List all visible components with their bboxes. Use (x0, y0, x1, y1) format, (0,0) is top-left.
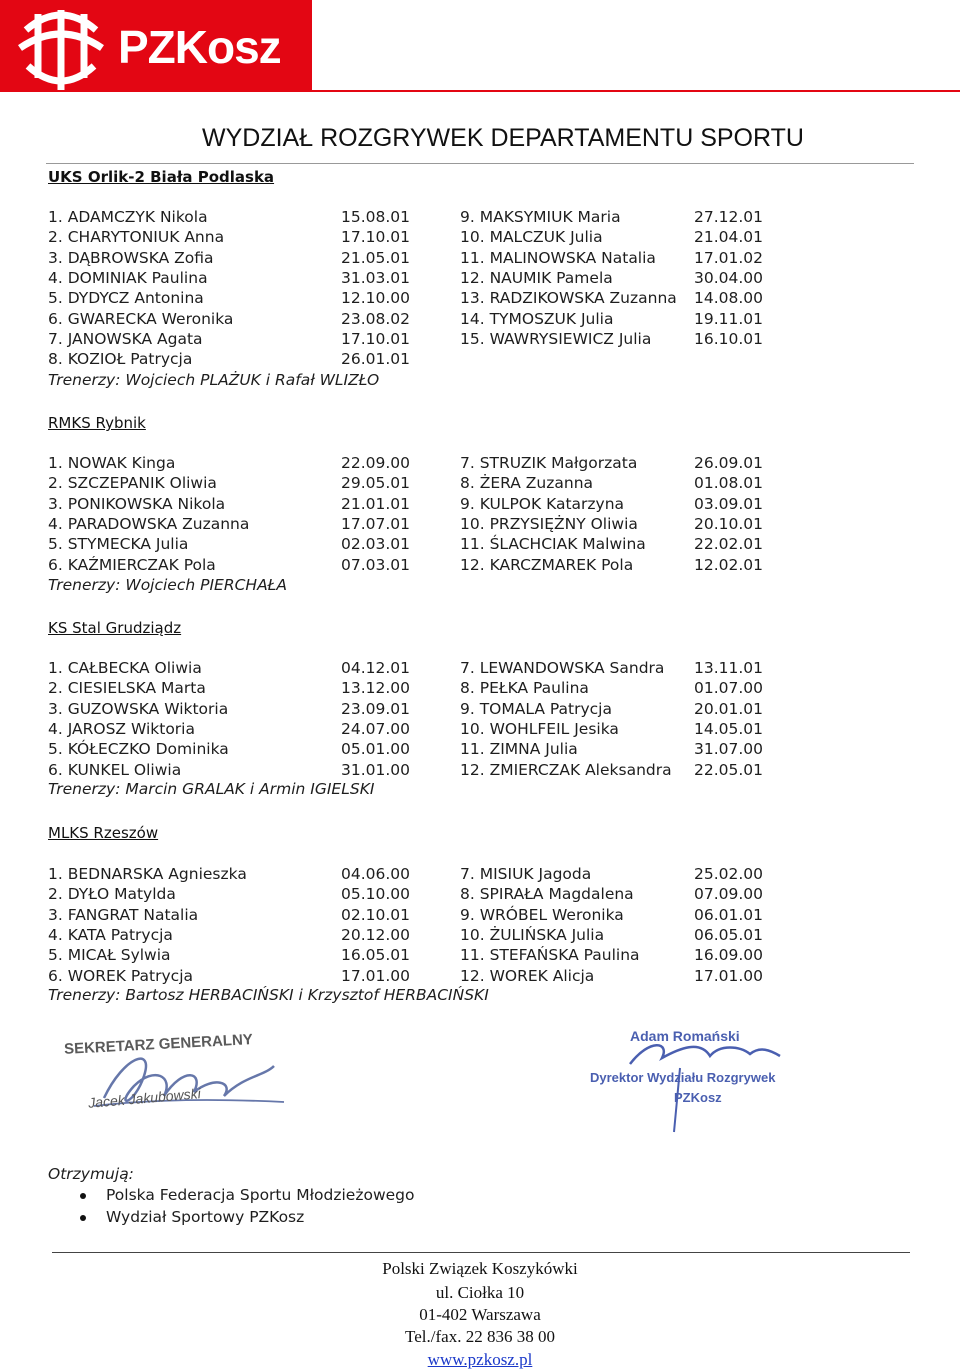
player-name: 9. TOMALA Patrycja (460, 699, 612, 718)
player-name: 7. STRUZIK Małgorzata (460, 454, 638, 472)
player-name: 4. DOMINIAK Paulina (48, 268, 208, 287)
player-name: 9. MAKSYMIUK Maria (460, 208, 621, 226)
player-name: 2. SZCZEPANIK Oliwia (48, 474, 217, 493)
player-name: 8. ŻERA Zuzanna (460, 474, 594, 493)
stamp-right-org: PZKosz (674, 1090, 722, 1105)
player-birthdate: 05.01.00 (341, 740, 411, 759)
player-birthdate: 20.10.01 (694, 514, 764, 533)
player-name: 9. WRÓBEL Weronika (460, 905, 624, 924)
player-name: 11. ZIMNA Julia (460, 740, 578, 759)
player-birthdate: 17.01.02 (694, 248, 764, 267)
player-birthdate: 21.04.01 (694, 228, 764, 247)
player-birthdate: 26.09.01 (694, 454, 764, 472)
player-name: 14. TYMOSZUK Julia (460, 309, 614, 328)
player-birthdate: 05.10.00 (341, 885, 411, 904)
footer-city: 01-402 Warszawa (419, 1305, 541, 1324)
basketball-logo-icon (6, 0, 116, 92)
footer-phone: Tel./fax. 22 836 38 00 (405, 1327, 555, 1346)
player-birthdate: 17.07.01 (341, 514, 411, 533)
coaches-line: Trenerzy: Wojciech PIERCHAŁA (48, 576, 287, 594)
bullet-icon (80, 1193, 86, 1199)
header-divider (46, 163, 914, 164)
player-name: 6. GWARECKA Weronika (48, 309, 234, 328)
player-birthdate: 23.09.01 (341, 699, 411, 718)
player-name: 11. ŚLACHCIAK Malwina (460, 535, 646, 554)
player-birthdate: 31.01.00 (341, 760, 411, 779)
player-name: 8. PEŁKA Paulina (460, 679, 589, 698)
player-birthdate: 17.10.01 (341, 228, 411, 247)
player-name: 4. KATA Patrycja (48, 925, 173, 944)
player-birthdate: 13.12.00 (341, 679, 411, 698)
player-name: 7. LEWANDOWSKA Sandra (460, 659, 665, 677)
player-name: 2. CHARYTONIUK Anna (48, 228, 225, 247)
player-birthdate: 19.11.01 (694, 309, 764, 328)
player-birthdate: 25.02.00 (694, 865, 764, 883)
player-birthdate: 03.09.01 (694, 494, 764, 513)
player-name: 12. NAUMIK Pamela (460, 268, 613, 287)
player-birthdate: 21.01.01 (341, 494, 411, 513)
player-birthdate: 16.05.01 (341, 946, 411, 965)
header-red-line (0, 90, 960, 92)
player-birthdate: 31.07.00 (694, 740, 764, 759)
player-name: 3. GUZOWSKA Wiktoria (48, 699, 229, 718)
player-birthdate: 17.01.00 (694, 966, 764, 985)
player-birthdate: 22.05.01 (694, 760, 764, 779)
player-name: 5. KÓŁECZKO Dominika (48, 740, 229, 759)
player-name: 10. PRZYSIĘŻNY Oliwia (460, 514, 638, 533)
player-name: 7. MISIUK Jagoda (460, 865, 592, 883)
player-name: 6. WOREK Patrycja (48, 966, 193, 985)
player-name: 13. RADZIKOWSKA Zuzanna (460, 289, 677, 308)
player-birthdate: 04.12.01 (341, 659, 411, 677)
player-birthdate: 23.08.02 (341, 309, 411, 328)
player-name: 2. CIESIELSKA Marta (48, 679, 206, 698)
player-birthdate: 17.01.00 (341, 966, 411, 985)
pzkosz-logo (0, 0, 312, 92)
stamp-right-name: Adam Romański (630, 1028, 740, 1044)
player-name: 5. DYDYCZ Antonina (48, 289, 204, 308)
player-name: 1. BEDNARSKA Agnieszka (48, 865, 247, 883)
player-name: 4. PARADOWSKA Zuzanna (48, 514, 250, 533)
player-birthdate: 01.07.00 (694, 679, 764, 698)
player-birthdate: 04.06.00 (341, 865, 411, 883)
player-birthdate: 07.09.00 (694, 885, 764, 904)
player-name: 10. WOHLFEIL Jesika (460, 719, 619, 738)
player-birthdate: 06.01.01 (694, 905, 764, 924)
player-name: 4. JAROSZ Wiktoria (48, 719, 195, 738)
footer-divider (52, 1252, 910, 1253)
player-birthdate: 14.05.01 (694, 719, 764, 738)
player-name: 8. KOZIOŁ Patrycja (48, 350, 193, 369)
stamp-left-name: Jacek Jakubowski (87, 1085, 202, 1111)
player-birthdate: 01.08.01 (694, 474, 764, 493)
stamp-right-title: Dyrektor Wydziału Rozgrywek (590, 1070, 776, 1085)
player-name: 6. KUNKEL Oliwia (48, 760, 182, 779)
recipients-label: Otrzymują: (48, 1165, 134, 1183)
player-birthdate: 02.10.01 (341, 905, 411, 924)
player-birthdate: 12.02.01 (694, 555, 764, 574)
left-stamp (63, 1031, 314, 1120)
club-name: RMKS Rybnik (48, 414, 146, 432)
player-name: 8. SPIRAŁA Magdalena (460, 885, 634, 904)
player-birthdate: 22.09.00 (341, 454, 411, 472)
player-birthdate: 21.05.01 (341, 248, 411, 267)
footer-street: ul. Ciołka 10 (435, 1283, 525, 1302)
player-name: 3. FANGRAT Natalia (48, 905, 199, 924)
player-name: 3. DĄBROWSKA Zofia (48, 248, 214, 267)
player-birthdate: 16.10.01 (694, 329, 764, 348)
player-name: 6. KAŹMIERCZAK Pola (48, 555, 216, 574)
player-name: 12. ZMIERCZAK Aleksandra (460, 760, 672, 779)
player-birthdate: 22.02.01 (694, 535, 764, 554)
coaches-line: Trenerzy: Bartosz HERBACIŃSKI i Krzysztof HERBACIŃSKI (48, 986, 489, 1004)
logo-wordmark: PZKosz (118, 21, 281, 73)
player-name: 10. ŻULIŃSKA Julia (460, 925, 605, 944)
club-name: UKS Orlik-2 Biała Podlaska (48, 168, 275, 186)
player-name: 1. ADAMCZYK Nikola (48, 208, 208, 226)
player-birthdate: 02.03.01 (341, 535, 411, 554)
player-birthdate: 14.08.00 (694, 289, 764, 308)
footer-org: Polski Związek Koszykówki (382, 1259, 578, 1278)
player-birthdate: 20.12.00 (341, 925, 411, 944)
player-birthdate: 12.10.00 (341, 289, 411, 308)
document-title: WYDZIAŁ ROZGRYWEK DEPARTAMENTU SPORTU (202, 124, 804, 152)
player-name: 1. CAŁBECKA Oliwia (48, 659, 202, 677)
player-birthdate: 07.03.01 (341, 555, 411, 574)
coaches-line: Trenerzy: Marcin GRALAK i Armin IGIELSKI (48, 780, 375, 798)
player-birthdate: 17.10.01 (341, 329, 411, 348)
right-stamp (590, 1028, 810, 1134)
player-name: 10. MALCZUK Julia (460, 228, 603, 247)
player-birthdate: 27.12.01 (694, 208, 764, 226)
player-name: 9. KULPOK Katarzyna (460, 494, 625, 513)
bullet-icon (80, 1215, 86, 1221)
player-name: 12. WOREK Alicja (460, 966, 595, 985)
player-name: 5. STYMECKA Julia (48, 535, 189, 554)
player-birthdate: 29.05.01 (341, 474, 411, 493)
stamp-left-title: SEKRETARZ GENERALNY (63, 1031, 254, 1058)
player-name: 11. STEFAŃSKA Paulina (460, 946, 640, 965)
player-name: 12. KARCZMAREK Pola (460, 555, 634, 574)
player-birthdate: 24.07.00 (341, 719, 411, 738)
footer-website (0, 1350, 960, 1370)
player-name: 3. PONIKOWSKA Nikola (48, 494, 226, 513)
player-name: 2. DYŁO Matylda (48, 885, 176, 904)
player-birthdate: 06.05.01 (694, 925, 764, 944)
website-link[interactable]: www.pzkosz.pl (427, 1350, 533, 1369)
player-birthdate: 31.03.01 (341, 268, 411, 287)
player-name: 11. MALINOWSKA Natalia (460, 248, 656, 267)
club-name: MLKS Rzeszów (48, 824, 159, 842)
player-name: 15. WAWRYSIEWICZ Julia (460, 329, 652, 348)
player-name: 5. MICAŁ Sylwia (48, 946, 171, 965)
player-birthdate: 15.08.01 (341, 208, 411, 226)
player-name: 7. JANOWSKA Agata (48, 329, 203, 348)
player-birthdate: 20.01.01 (694, 699, 764, 718)
player-birthdate: 30.04.00 (694, 268, 764, 287)
player-birthdate: 13.11.01 (694, 659, 764, 677)
player-birthdate: 26.01.01 (341, 350, 411, 369)
club-name: KS Stal Grudziądz (48, 619, 182, 637)
player-birthdate: 16.09.00 (694, 946, 764, 965)
player-name: 1. NOWAK Kinga (48, 454, 176, 472)
coaches-line: Trenerzy: Wojciech PLAŻUK i Rafał WLIZŁO (48, 371, 380, 389)
